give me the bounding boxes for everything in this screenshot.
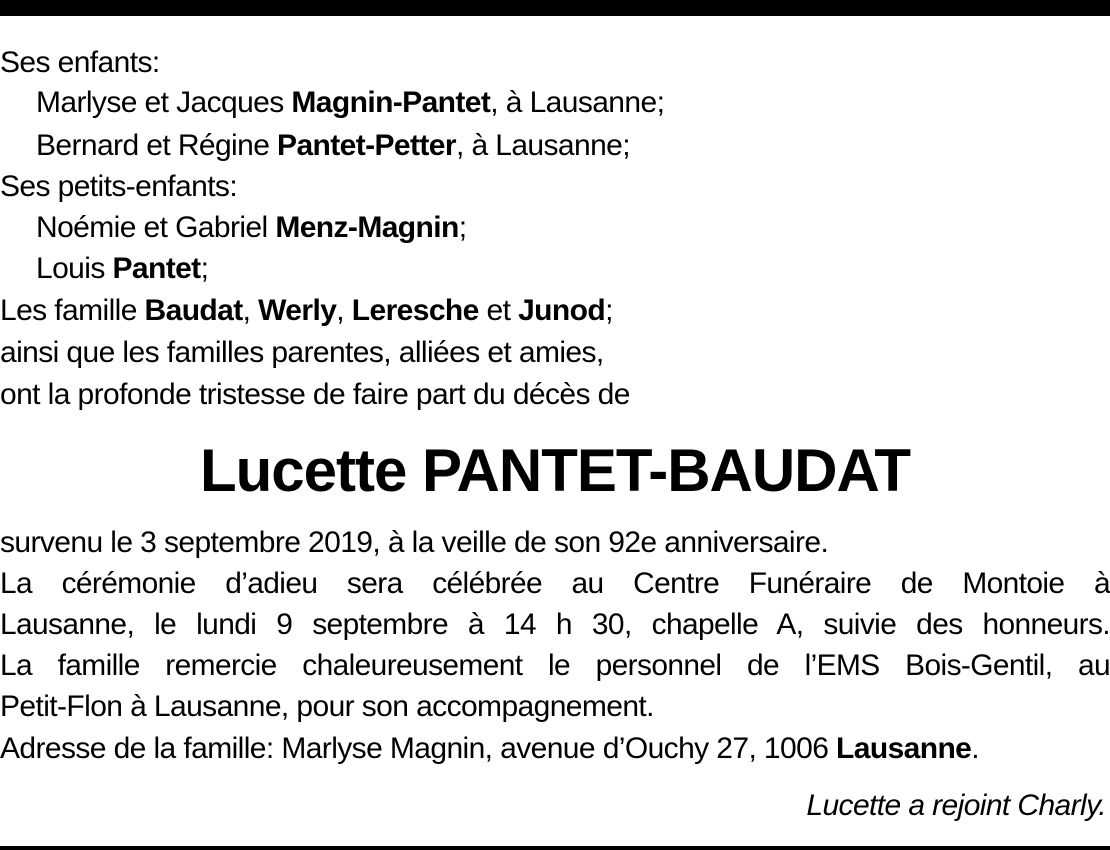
death-line: survenu le 3 septembre 2019, à la veille de son 92e anniversaire.	[0, 526, 829, 559]
child-surname: Magnin-Pantet	[291, 86, 491, 119]
deceased-name: Lucette PANTET-BAUDAT	[199, 437, 911, 504]
child-entry: Bernard et Régine Pantet-Petter, à Lausanne;	[36, 129, 630, 162]
grandchild-surname: Menz-Magnin	[275, 211, 459, 244]
closing-words: Lucette a rejoint Charly.	[806, 789, 1106, 822]
children-heading: Ses enfants:	[0, 46, 160, 79]
ceremony-line: La cérémonie d’adieu sera célébrée au Centre Funéraire de Montoie à	[0, 567, 1110, 600]
family-address: Adresse de la famille: Marlyse Magnin, avenue d’Ouchy 27, 1006 Lausanne.	[0, 732, 980, 765]
grandchild-entry: Noémie et Gabriel Menz-Magnin;	[36, 211, 467, 244]
grandchild-entry: Louis Pantet;	[36, 252, 209, 285]
thanks-line: La famille remercie chaleureusement le personnel de l’EMS Bois-Gentil, au	[0, 649, 1110, 682]
grandchildren-heading: Ses petits-enfants:	[0, 170, 238, 203]
ceremony-line: Lausanne, le lundi 9 septembre à 14 h 30, chapelle A, suivie des honneurs.	[0, 608, 1110, 641]
families-line: Les famille Baudat, Werly, Leresche et Junod;	[0, 294, 613, 327]
address-city: Lausanne	[836, 732, 972, 765]
grandchild-surname: Pantet	[112, 252, 201, 285]
top-rule	[0, 0, 1110, 16]
relatives-line: ainsi que les familles parentes, alliées et amies,	[0, 336, 604, 369]
announcement-line: ont la profonde tristesse de faire part du décès de	[0, 378, 630, 411]
thanks-line: Petit-Flon à Lausanne, pour son accompagnement.	[0, 690, 654, 723]
child-surname: Pantet-Petter	[277, 129, 456, 162]
bottom-rule	[0, 846, 1110, 850]
child-entry: Marlyse et Jacques Magnin-Pantet, à Lausanne;	[36, 86, 665, 119]
